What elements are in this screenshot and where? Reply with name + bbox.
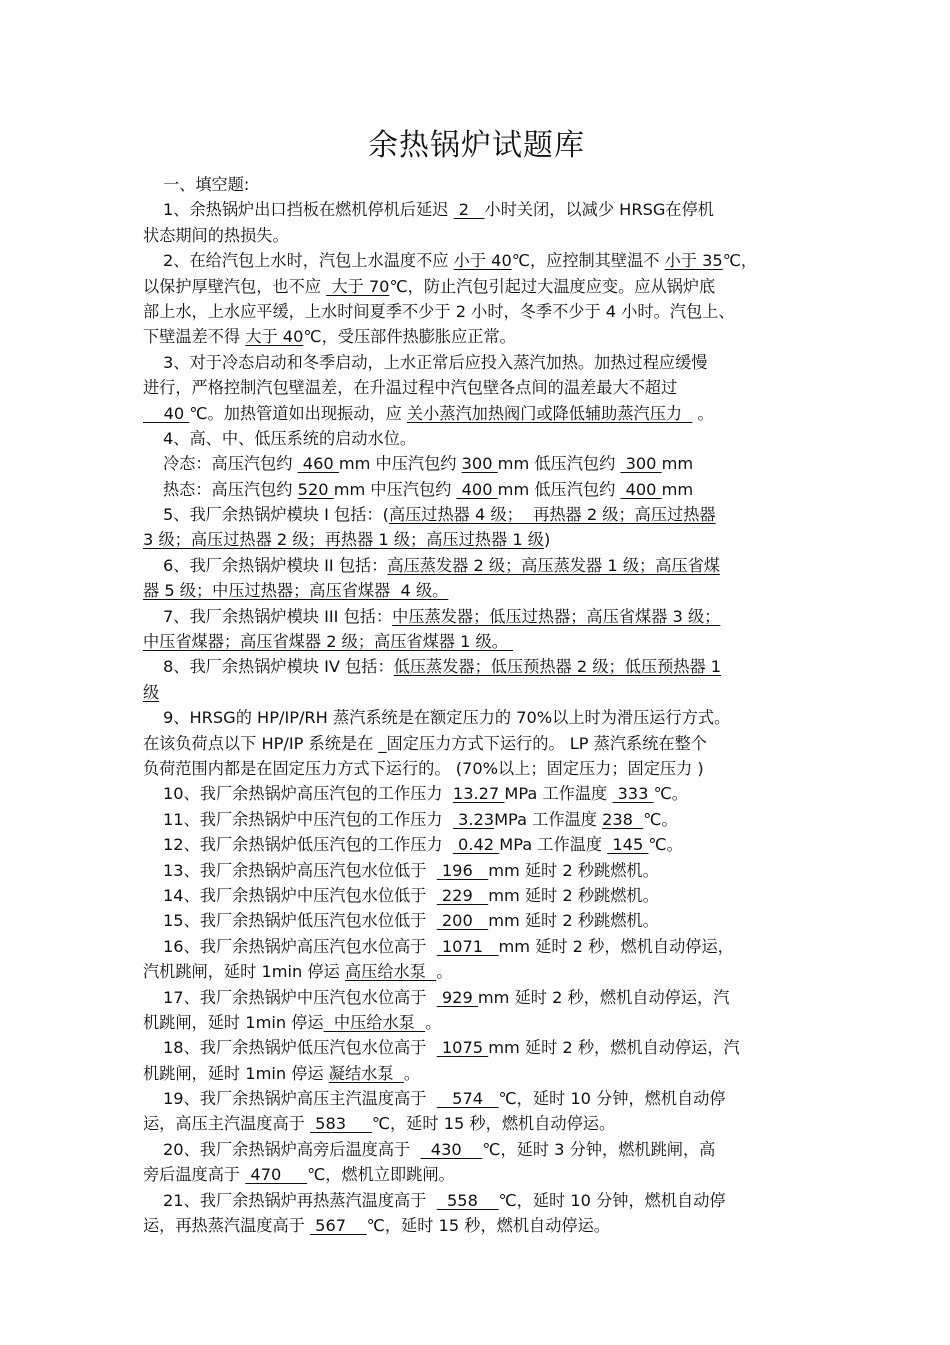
text-segment: mm 延时 2 秒，燃机自动停运，汽 bbox=[488, 1038, 740, 1058]
text-line bbox=[143, 1213, 810, 1238]
text-segment: mm bbox=[661, 479, 694, 499]
answer-blank: 低压蒸发器；低压预热器 2 级；低压预热器 1 bbox=[393, 657, 722, 677]
text-line bbox=[143, 985, 810, 1010]
text-line bbox=[143, 1035, 810, 1060]
text-segment: 部上水，上水应平缓，上水时间夏季不少于 2 小时，冬季不少于 4 小时。汽包上、 bbox=[143, 301, 735, 321]
text-line bbox=[143, 807, 810, 832]
text-line bbox=[143, 299, 810, 324]
text-segment: 11、我厂余热锅炉中压汽包的工作压力 bbox=[163, 809, 453, 829]
answer-blank: 0.42 bbox=[452, 835, 500, 855]
answer-blank: 929 bbox=[436, 987, 478, 1007]
text-segment: mm 延时 2 秒，燃机自动停运，汽 bbox=[477, 987, 730, 1007]
text-segment: mm 中压汽包约 bbox=[333, 479, 457, 499]
answer-blank: 400 bbox=[620, 479, 662, 499]
text-segment: 9、HRSG的 HP/IP/RH 蒸汽系统是在额定压力的 70%以上时为滑压运行方式。 bbox=[163, 708, 731, 728]
answer-blank: 300 bbox=[461, 454, 498, 474]
text-line bbox=[143, 1111, 810, 1136]
answer-blank: 小于 40 bbox=[453, 251, 512, 271]
text-line bbox=[143, 451, 810, 476]
page-title: 余热锅炉试题库 bbox=[368, 128, 585, 163]
text-segment: 下壁温差不得 bbox=[143, 327, 246, 347]
answer-blank: 中压蒸发器；低压过热器；高压省煤器 3 级； bbox=[392, 606, 721, 626]
text-segment: 状态期间的热损失。 bbox=[143, 225, 289, 245]
text-segment: 。 bbox=[436, 962, 453, 982]
text-segment: 冷态：高压汽包约 bbox=[163, 454, 298, 474]
text-line bbox=[143, 654, 810, 679]
text-segment: 4、高、中、低压系统的启动水位。 bbox=[163, 428, 417, 448]
text-segment: 负荷范围内都是在固定压力方式下运行的。 (70%以上；固定压力；固定压力 ) bbox=[143, 758, 704, 778]
answer-blank: 级 bbox=[143, 682, 160, 702]
text-segment: 3、对于冷态启动和冬季启动，上水正常后应投入蒸汽加热。加热过程应缓慢 bbox=[163, 352, 708, 372]
text-segment: MPa 工作温度 bbox=[504, 784, 613, 804]
text-line bbox=[143, 1061, 810, 1086]
answer-blank: 大于 70 bbox=[326, 276, 390, 296]
text-segment: ℃，燃机立即跳闸。 bbox=[307, 1165, 455, 1185]
answer-blank: 430 bbox=[420, 1139, 483, 1159]
text-segment: mm 延时 2 秒跳燃机。 bbox=[488, 860, 659, 880]
text-line bbox=[143, 731, 810, 756]
text-segment: 20、我厂余热锅炉高旁后温度高于 bbox=[163, 1139, 421, 1159]
text-segment: 10、我厂余热锅炉高压汽包的工作压力 bbox=[163, 784, 453, 804]
text-segment: mm 中压汽包约 bbox=[338, 454, 462, 474]
text-segment: 。 bbox=[692, 403, 714, 423]
text-segment: mm bbox=[661, 454, 694, 474]
text-segment: 。 bbox=[403, 1063, 420, 1083]
text-segment: 13、我厂余热锅炉高压汽包水位低于 bbox=[163, 860, 437, 880]
text-segment: ℃， bbox=[722, 251, 758, 271]
text-segment: ℃，受压部件热膨胀应正常。 bbox=[303, 327, 516, 347]
text-segment: 17、我厂余热锅炉中压汽包水位高于 bbox=[163, 987, 437, 1007]
text-segment: ℃，延时 15 秒，燃机自动停运。 bbox=[371, 1114, 616, 1134]
answer-blank: 238 bbox=[602, 809, 644, 829]
text-segment: 以保护厚壁汽包，也不应 bbox=[143, 276, 327, 296]
text-segment: 1、余热锅炉出口挡板在燃机停机后延迟 bbox=[163, 200, 454, 220]
text-segment: 2、在给汽包上水时，汽包上水温度不应 bbox=[163, 251, 454, 271]
text-segment: 12、我厂余热锅炉低压汽包的工作压力 bbox=[163, 835, 453, 855]
answer-blank: 1071 bbox=[436, 936, 499, 956]
text-line bbox=[143, 324, 810, 349]
answer-blank: 2 bbox=[453, 200, 485, 220]
text-line bbox=[143, 883, 810, 908]
answer-blank: 567 bbox=[310, 1216, 367, 1236]
answer-blank: 460 bbox=[297, 454, 339, 474]
text-segment: 8、我厂余热锅炉模块 IV 包括： bbox=[163, 657, 394, 677]
text-segment: ℃。 bbox=[643, 809, 678, 829]
text-segment: 。 bbox=[425, 1012, 442, 1032]
answer-blank: 229 bbox=[436, 885, 489, 905]
text-line bbox=[143, 1010, 810, 1035]
text-line bbox=[143, 375, 810, 400]
text-line bbox=[143, 350, 810, 375]
text-line bbox=[143, 502, 810, 527]
text-segment: 运，高压主汽温度高于 bbox=[143, 1114, 311, 1134]
answer-blank: 13.27 bbox=[452, 784, 505, 804]
text-segment: 6、我厂余热锅炉模块 II 包括： bbox=[163, 555, 388, 575]
answer-blank: 大于 40 bbox=[245, 327, 304, 347]
answer-blank: 400 bbox=[456, 479, 498, 499]
text-line bbox=[143, 197, 810, 222]
text-segment: 18、我厂余热锅炉低压汽包水位高于 bbox=[163, 1038, 437, 1058]
answer-blank: 小于 35 bbox=[664, 251, 723, 271]
text-segment: 旁后温度高于 bbox=[143, 1165, 246, 1185]
answer-blank: 145 bbox=[607, 835, 649, 855]
answer-blank: 574 bbox=[436, 1089, 499, 1109]
text-line bbox=[143, 274, 810, 299]
answer-blank: 器 5 级；中压过热器；高压省煤器 4 级。 bbox=[143, 581, 449, 601]
answer-blank: 高压蒸发器 2 级；高压蒸发器 1 级；高压省煤 bbox=[387, 555, 720, 575]
text-line bbox=[143, 705, 810, 730]
text-line bbox=[143, 629, 810, 654]
text-segment: 进行，严格控制汽包壁温差，在升温过程中汽包壁各点间的温差最大不超过 bbox=[143, 378, 678, 398]
text-segment: ℃，防止汽包引起过大温度应变。应从锅炉底 bbox=[389, 276, 716, 296]
text-segment: ) bbox=[543, 530, 551, 550]
text-segment: mm 低压汽包约 bbox=[497, 479, 621, 499]
answer-blank: 196 bbox=[436, 860, 489, 880]
text-segment: ℃。 bbox=[653, 784, 688, 804]
text-line bbox=[143, 604, 810, 629]
answer-blank: 高压过热器 4 级； 再热器 2 级；高压过热器 bbox=[388, 505, 716, 525]
text-line bbox=[143, 858, 810, 883]
text-segment: 汽机跳闸，延时 1min 停运 bbox=[143, 962, 345, 982]
text-segment: 16、我厂余热锅炉高压汽包水位高于 bbox=[163, 936, 437, 956]
text-segment: 21、我厂余热锅炉再热蒸汽温度高于 bbox=[163, 1190, 437, 1210]
answer-blank: 中压省煤器；高压省煤器 2 级；高压省煤器 1 级。 bbox=[143, 632, 514, 652]
answer-blank: 333 bbox=[612, 784, 654, 804]
text-line bbox=[143, 527, 810, 552]
text-line bbox=[143, 781, 810, 806]
answer-blank: 200 bbox=[436, 911, 489, 931]
text-segment: 7、我厂余热锅炉模块 III 包括： bbox=[163, 606, 393, 626]
text-line bbox=[143, 832, 810, 857]
text-line bbox=[143, 223, 810, 248]
text-segment: ℃，应控制其壁温不 bbox=[511, 251, 665, 271]
text-line bbox=[143, 553, 810, 578]
text-line bbox=[143, 1188, 810, 1213]
text-segment: 19、我厂余热锅炉高压主汽温度高于 bbox=[163, 1089, 437, 1109]
answer-blank: 高压给水泵 bbox=[344, 962, 437, 982]
text-segment: ℃，延时 15 秒，燃机自动停运。 bbox=[366, 1216, 610, 1236]
answer-blank: 470 bbox=[245, 1165, 308, 1185]
text-line bbox=[143, 401, 810, 426]
answer-blank: 3.23 bbox=[452, 809, 495, 829]
answer-blank: 520 bbox=[297, 479, 334, 499]
answer-blank: 300 bbox=[620, 454, 662, 474]
text-segment: mm 低压汽包约 bbox=[497, 454, 621, 474]
text-segment: 运，再热蒸汽温度高于 bbox=[143, 1216, 311, 1236]
text-segment: mm 延时 2 秒跳燃机。 bbox=[488, 885, 659, 905]
text-line bbox=[143, 426, 810, 451]
text-segment: 5、我厂余热锅炉模块 I 包括：( bbox=[163, 505, 389, 525]
text-line bbox=[143, 934, 810, 959]
question-list bbox=[143, 197, 810, 1238]
answer-blank: 558 bbox=[436, 1190, 499, 1210]
text-segment: 热态：高压汽包约 bbox=[163, 479, 298, 499]
text-line bbox=[143, 756, 810, 781]
text-segment: ℃，延时 10 分钟，燃机自动停 bbox=[498, 1190, 726, 1210]
text-segment: MPa 工作温度 bbox=[499, 835, 608, 855]
text-segment: mm 延时 2 秒，燃机自动停运， bbox=[498, 936, 734, 956]
answer-blank: 中压给水泵 bbox=[323, 1012, 426, 1032]
answer-blank: 583 bbox=[310, 1114, 372, 1134]
text-segment: 在该负荷点以下 HP/IP 系统是在 _固定压力方式下运行的。 LP 蒸汽系统在整个 bbox=[143, 733, 707, 753]
text-line bbox=[143, 680, 810, 705]
text-segment: ℃。 bbox=[648, 835, 683, 855]
answer-blank: 40 bbox=[143, 403, 190, 423]
answer-blank: 凝结水泵 bbox=[328, 1063, 404, 1083]
text-segment: 机跳闸，延时 1min 停运 bbox=[143, 1063, 329, 1083]
text-line bbox=[143, 959, 810, 984]
text-segment: ℃。加热管道如出现振动，应 bbox=[189, 403, 407, 423]
section-heading: 一、填空题: bbox=[163, 175, 250, 194]
text-line bbox=[143, 477, 810, 502]
text-segment: ℃，延时 10 分钟，燃机自动停 bbox=[498, 1089, 726, 1109]
answer-blank: 1075 bbox=[436, 1038, 489, 1058]
answer-blank: 关小蒸汽加热阀门或降低辅助蒸汽压力 bbox=[406, 403, 693, 423]
text-line bbox=[143, 1086, 810, 1111]
text-segment: 小时关闭，以减少 HRSG在停机 bbox=[484, 200, 714, 220]
text-segment: MPa 工作温度 bbox=[494, 809, 603, 829]
text-line bbox=[143, 1137, 810, 1162]
text-line bbox=[143, 248, 810, 273]
text-segment: 机跳闸，延时 1min 停运 bbox=[143, 1012, 324, 1032]
text-segment: ℃，延时 3 分钟，燃机跳闸，高 bbox=[482, 1139, 716, 1159]
text-line bbox=[143, 578, 810, 603]
text-segment: 14、我厂余热锅炉中压汽包水位低于 bbox=[163, 885, 437, 905]
text-segment: 15、我厂余热锅炉低压汽包水位低于 bbox=[163, 911, 437, 931]
text-line bbox=[143, 908, 810, 933]
answer-blank: 3 级；高压过热器 2 级；再热器 1 级；高压过热器 1 级 bbox=[143, 530, 544, 550]
text-segment: mm 延时 2 秒跳燃机。 bbox=[488, 911, 659, 931]
text-line bbox=[143, 1162, 810, 1187]
